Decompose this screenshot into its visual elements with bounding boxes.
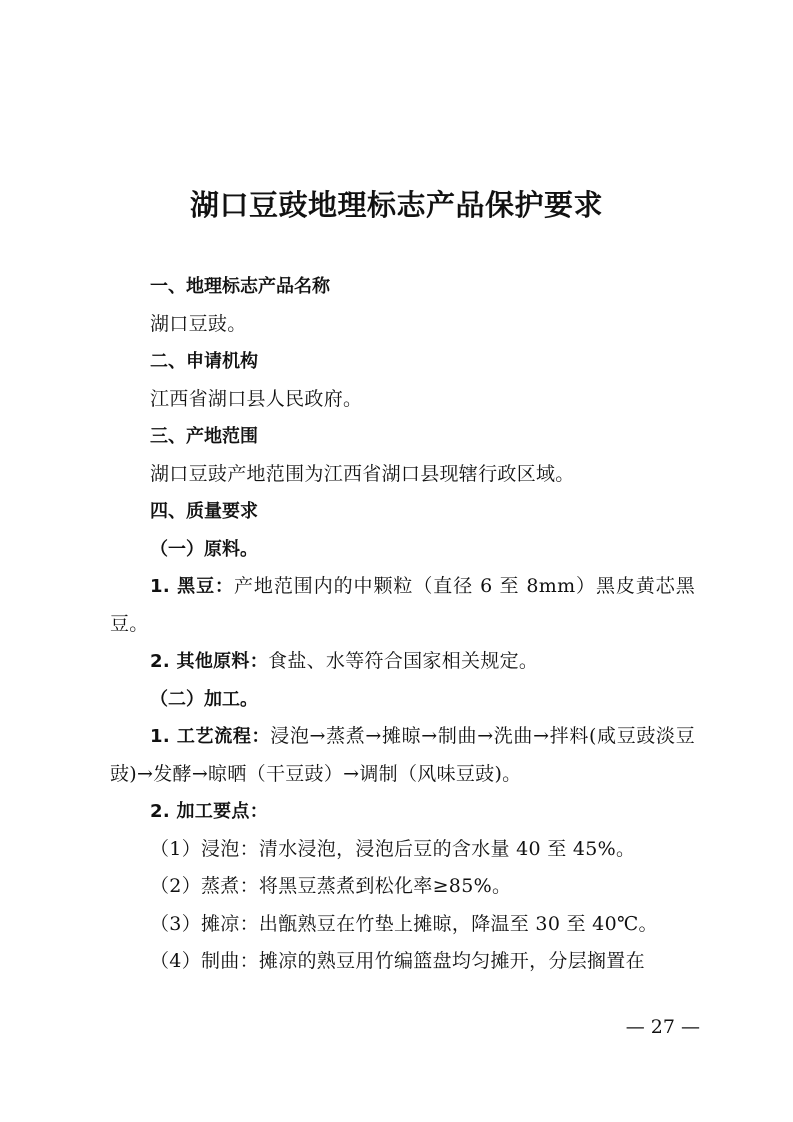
section-heading-quality: 四、质量要求 bbox=[150, 501, 258, 522]
item-text: 浸泡→蒸煮→摊晾→制曲→洗曲→拌料(咸豆豉淡豆豉)→发酵→晾晒（干豆豉）→调制（风味豆豉)。 bbox=[110, 725, 695, 785]
item-text: 食盐、水等符合国家相关规定。 bbox=[268, 650, 539, 672]
section-body-origin-area: 湖口豆豉产地范围为江西省湖口县现辖行政区域。 bbox=[150, 462, 575, 485]
section-body-applicant: 江西省湖口县人民政府。 bbox=[150, 387, 363, 410]
subheading-processing: （二）加工。 bbox=[150, 688, 258, 710]
document-body bbox=[110, 268, 695, 981]
item-text: 产地范围内的中颗粒（直径 6 至 8mm）黑皮黄芯黑豆。 bbox=[110, 575, 695, 635]
section-heading-applicant: 二、申请机构 bbox=[150, 351, 258, 372]
page-title: 湖口豆豉地理标志产品保护要求 bbox=[189, 188, 603, 222]
item-black-bean bbox=[110, 568, 695, 643]
item-label: 1. 黑豆： bbox=[150, 576, 234, 597]
step-cooling: （3）摊凉：出甑熟豆在竹垫上摊晾，降温至 30 至 40℃。 bbox=[150, 912, 658, 935]
item-process-flow bbox=[110, 718, 695, 793]
subheading-raw-materials: （一）原料。 bbox=[150, 538, 258, 560]
step-koji-making: （4）制曲：摊凉的熟豆用竹编篮盘均匀摊开，分层搁置在 bbox=[150, 950, 645, 972]
step-soaking: （1）浸泡：清水浸泡，浸泡后豆的含水量 40 至 45%。 bbox=[150, 837, 636, 860]
section-heading-origin-area: 三、产地范围 bbox=[150, 426, 258, 447]
section-heading-product-name: 一、地理标志产品名称 bbox=[150, 276, 330, 297]
item-label: 2. 其他原料： bbox=[150, 651, 269, 672]
item-processing-points bbox=[110, 793, 695, 831]
item-label: 1. 工艺流程： bbox=[150, 726, 271, 747]
item-label: 2. 加工要点： bbox=[150, 801, 269, 822]
step-steaming: （2）蒸煮：将黑豆蒸煮到松化率≥85%。 bbox=[150, 875, 512, 897]
page-number: — 27 — bbox=[625, 1016, 700, 1038]
item-other-materials bbox=[110, 643, 695, 681]
section-body-product-name: 湖口豆豉。 bbox=[150, 312, 247, 335]
